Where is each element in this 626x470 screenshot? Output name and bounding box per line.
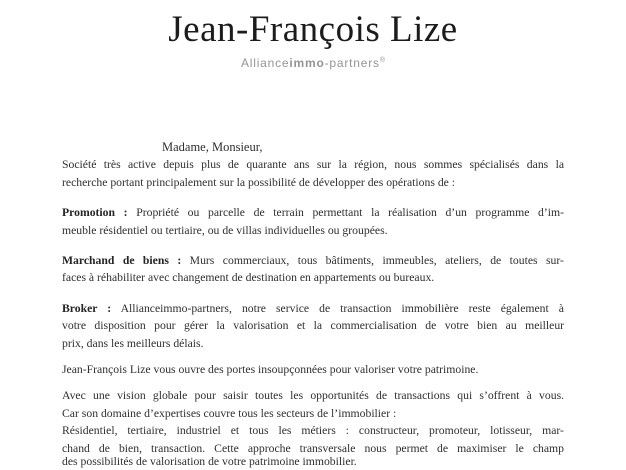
text-line-rest: Murs commerciaux, tous bâtiments, immeubles, ateliers, de toutes sur- [181, 254, 564, 268]
paragraph-label-marchand: Marchand de biens : [62, 254, 182, 268]
registered-trademark-symbol: ® [379, 57, 386, 64]
text-line-rest: Allianceimmo-partners, notre service de transaction immobilière reste également à [111, 301, 564, 315]
paragraph-broker [62, 300, 564, 352]
text-line: chand de bien, transaction. Cette approche transversale nous permet de maximiser le champ [62, 441, 564, 455]
paragraph-patrimoine [62, 361, 564, 378]
text-line-clipped: des possibilités de valorisation de votre patrimoine immobilier. [62, 455, 357, 469]
brand-part-partners: -partners [324, 56, 380, 70]
letter-body [62, 139, 564, 470]
text-line: prix, dans les meilleurs délais. [62, 336, 204, 350]
text-line: Avec une vision globale pour saisir toutes les opportunités de transactions qui s’offrent à vous. [62, 389, 564, 403]
paragraph-marchand-de-biens [62, 252, 564, 287]
text-line: votre disposition pour gérer la valorisation et la commercialisation de votre bien au meilleur [62, 319, 564, 333]
brand-part-alliance: Alliance [240, 56, 290, 70]
text-line [62, 204, 564, 221]
paragraph-promotion [62, 204, 564, 239]
text-line [62, 252, 564, 269]
paragraph-label-broker: Broker : [62, 301, 112, 315]
brand-part-immo: immo [289, 56, 325, 70]
text-line [62, 300, 564, 317]
text-line: meuble résidentiel ou tertiaire, ou de villas individuelles ou groupées. [62, 223, 388, 237]
text-line: Société très active depuis plus de quarante ans sur la région, nous sommes spécialisés dans la [62, 158, 564, 172]
text-line: faces à réhabiliter avec changement de destination en appartements ou bureaux. [62, 271, 435, 285]
text-line-rest: Propriété ou parcelle de terrain permettant la réalisation d’un programme d’im- [127, 206, 564, 220]
text-line: Car son domaine d’expertises couvre tous les secteurs de l’immobilier : [62, 406, 397, 420]
paragraph-intro [62, 156, 564, 191]
page-title: Jean-François Lize [168, 9, 458, 50]
text-line: Jean-François Lize vous ouvre des portes insoupçonnées pour valoriser votre patrimoine. [62, 363, 479, 377]
brand-logo-text [0, 53, 626, 71]
paragraph-label-promotion: Promotion : [62, 206, 128, 220]
paragraph-vision-globale [62, 387, 564, 470]
text-line: recherche portant principalement sur la possibilité de développer des opérations de : [62, 175, 456, 189]
text-line: Résidentiel, tertiaire, industriel et tous les métiers : constructeur, promoteur, lotisseur, mar- [62, 424, 564, 438]
salutation: Madame, Monsieur, [162, 140, 263, 154]
letter-header [0, 8, 626, 71]
